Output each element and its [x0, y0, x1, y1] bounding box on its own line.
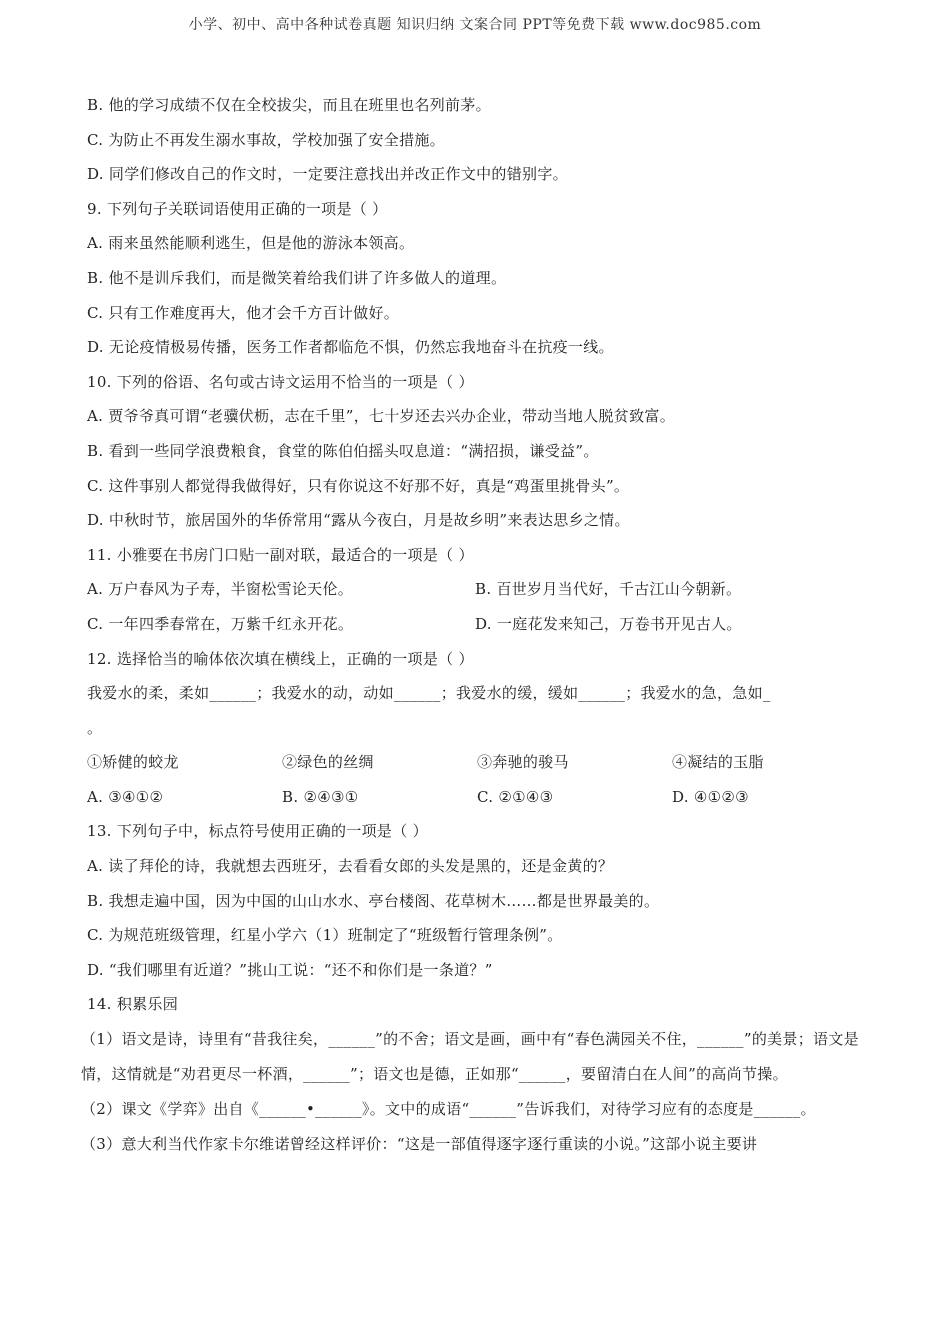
q12-item-4: ④凝结的玉脂 [672, 753, 764, 772]
q13-option-b: B. 我想走遍中国，因为中国的山山水水、亭台楼阁、花草树木……都是世界最美的。 [87, 891, 660, 910]
q12-sentence-end: 。 [87, 718, 103, 737]
q9-option-c: C. 只有工作难度再大，他才会千方百计做好。 [87, 303, 400, 322]
q13-option-c: C. 为规范班级管理，红星小学六（1）班制定了“班级暂行管理条例”。 [87, 926, 563, 945]
q14-part-3: （3）意大利当代作家卡尔维诺曾经这样评价：“这是一部值得逐字逐行重读的小说。”这部小说主要讲 [81, 1135, 758, 1154]
q10-option-b: B. 看到一些同学浪费粮食，食堂的陈伯伯摇头叹息道：“满招损，谦受益”。 [87, 441, 599, 460]
q9-option-b: B. 他不是训斥我们，而是微笑着给我们讲了许多做人的道理。 [87, 268, 507, 287]
q11-options-row-2 [87, 607, 867, 642]
q14-part-2: （2）课文《学弈》出自《______•______》。文中的成语“______”告诉我们，对待学习应有的态度是______。 [81, 1100, 816, 1119]
q11-option-c: C. 一年四季春常在，万紫千红永开花。 [87, 614, 354, 633]
q10-option-d: D. 中秋时节，旅居国外的华侨常用“露从今夜白，月是故乡明”来表达思乡之情。 [87, 511, 630, 530]
q12-stem: 12. 选择恰当的喻体依次填在横线上，正确的一项是（ ） [87, 649, 474, 668]
q8-option-d: D. 同学们修改自己的作文时，一定要注意找出并改正作文中的错别字。 [87, 165, 568, 184]
q12-option-d: D. ④①②③ [672, 787, 749, 806]
q11-option-d: D. 一庭花发来知己，万卷书开见古人。 [475, 614, 742, 633]
q9-option-a: A. 雨来虽然能顺利逃生，但是他的游泳本领高。 [87, 234, 415, 253]
q13-option-a: A. 读了拜伦的诗，我就想去西班牙，去看看女郎的头发是黑的，还是金黄的？ [87, 857, 614, 876]
q9-stem: 9. 下列句子关联词语使用正确的一项是（ ） [87, 199, 388, 218]
q12-item-1: ①矫健的蛟龙 [87, 753, 179, 772]
q13-option-d: D. “我们哪里有近道？”挑山工说：“还不和你们是一条道？” [87, 960, 493, 979]
q13-stem: 13. 下列句子中，标点符号使用正确的一项是（ ） [87, 822, 428, 841]
q8-option-b: B. 他的学习成绩不仅在全校拔尖，而且在班里也名列前茅。 [87, 96, 491, 114]
q10-option-a: A. 贾爷爷真可谓“老骥伏枥，志在千里”，七十岁还去兴办企业，带动当地人脱贫致富。 [87, 407, 676, 426]
page-header: 小学、初中、高中各种试卷真题 知识归纳 文案合同 PPT等免费下载 www.doc985.com [188, 17, 762, 33]
q8-option-c: C. 为防止不再发生溺水事故，学校加强了安全措施。 [87, 130, 445, 149]
q12-item-2: ②绿色的丝绸 [282, 753, 374, 772]
q11-options-row-1 [87, 572, 867, 607]
q12-option-a: A. ③④①② [87, 787, 164, 806]
q12-option-b: B. ②④③① [282, 787, 359, 806]
q14-stem: 14. 积累乐园 [87, 995, 179, 1014]
q12-options [87, 780, 867, 815]
exam-content [81, 88, 867, 1162]
q9-option-d: D. 无论疫情极易传播，医务工作者都临危不惧，仍然忘我地奋斗在抗疫一线。 [87, 338, 614, 357]
q10-option-c: C. 这件事别人都觉得我做得好，只有你说这不好那不好，真是“鸡蛋里挑骨头”。 [87, 476, 630, 495]
q12-items [87, 745, 867, 780]
q14-part-1: （1）语文是诗，诗里有“昔我往矣，______”的不舍；语文是画，画中有“春色满园关不住，______”的美景；语文是情，这情就是“劝君更尽一杯酒，______”；语文也是德，正如那“______，要留清白在人间”的高尚节操。 [81, 1030, 859, 1084]
q12-option-c: C. ②①④③ [477, 787, 554, 806]
q11-option-a: A. 万户春风为子寿，半窗松雪论天伦。 [87, 580, 354, 599]
q12-item-3: ③奔驰的骏马 [477, 753, 569, 772]
q12-sentence: 我爱水的柔，柔如______；我爱水的动，动如______；我爱水的缓，缓如______；我爱水的急，急如_ [87, 684, 771, 703]
q11-option-b: B. 百世岁月当代好，千古江山今朝新。 [475, 580, 742, 599]
q10-stem: 10. 下列的俗语、名句或古诗文运用不恰当的一项是（ ） [87, 372, 474, 391]
q11-stem: 11. 小雅要在书房门口贴一副对联，最适合的一项是（ ） [87, 545, 474, 564]
